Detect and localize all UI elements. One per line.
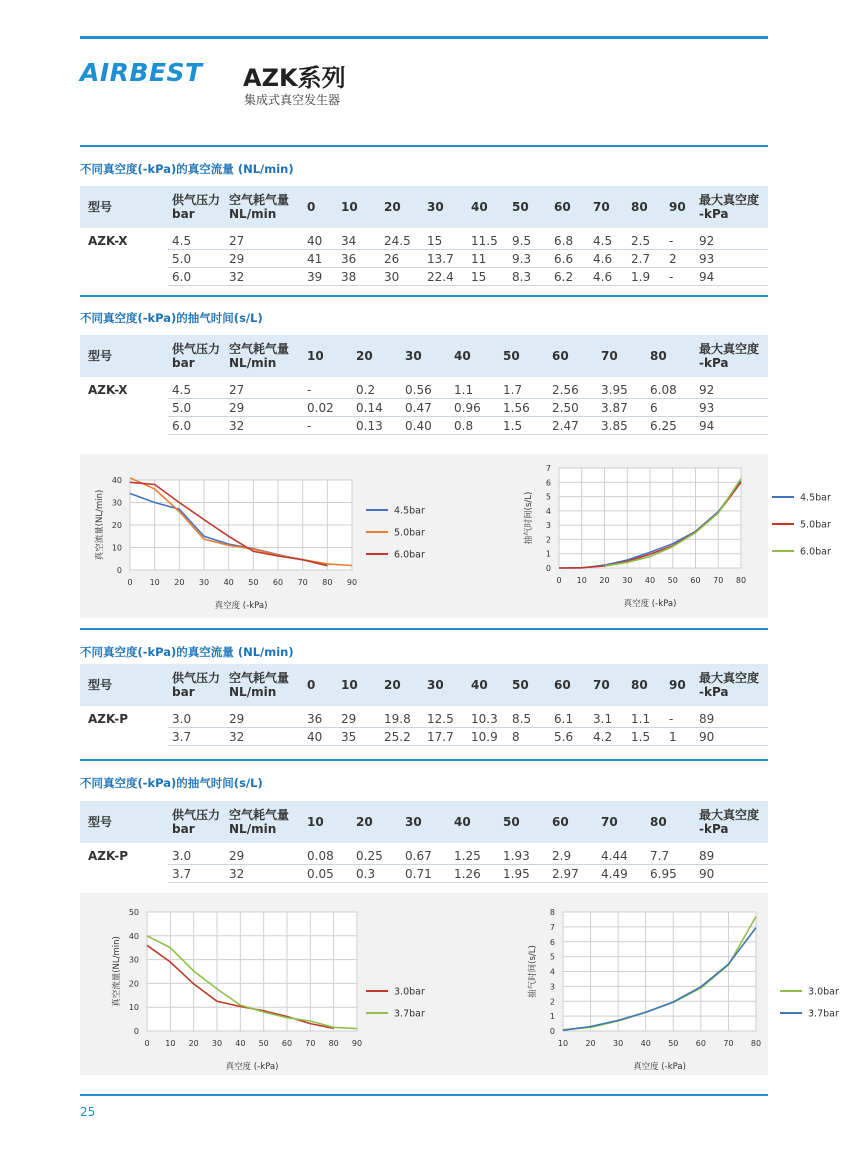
table-cell: 1.25 — [454, 849, 481, 863]
table-cell: 2 — [669, 252, 677, 266]
table-row — [80, 250, 768, 268]
table-cell: 0.08 — [307, 849, 334, 863]
header-cell: 20 — [384, 678, 401, 692]
table-cell: 32 — [229, 419, 245, 433]
table-cell: - — [307, 419, 312, 433]
y-tick-label: 4 — [549, 967, 555, 977]
table-cell: 29 — [229, 401, 245, 415]
table-cell: 3.7 — [172, 867, 192, 881]
y-tick-label: 0 — [116, 566, 122, 575]
header-cell: 最大真空度 -kPa — [699, 808, 760, 836]
table-cell: 4.2 — [593, 730, 613, 744]
header-cell: 30 — [405, 349, 422, 363]
vacuum-flow-table-azk-x — [80, 186, 768, 286]
y-tick-label: 20 — [128, 979, 139, 989]
header-cell: 10 — [307, 349, 324, 363]
legend-label: 4.5bar — [394, 505, 425, 517]
header-cell: 30 — [427, 200, 444, 214]
table-cell: 4.6 — [593, 270, 613, 284]
header-cell: 40 — [471, 678, 488, 692]
header-cell: 50 — [503, 349, 520, 363]
x-tick-label: 10 — [149, 578, 160, 587]
table-cell: 0.71 — [405, 867, 432, 881]
table-header — [80, 186, 768, 228]
y-tick-label: 0 — [549, 1027, 555, 1036]
table-cell: 90 — [699, 730, 715, 744]
x-tick-label: 60 — [281, 1039, 293, 1048]
x-tick-label: 60 — [690, 576, 701, 585]
legend-label: 3.0bar — [394, 986, 425, 998]
table-cell: 4.5 — [172, 234, 192, 248]
header-cell: 最大真空度 -kPa — [699, 671, 760, 699]
header-cell: 10 — [341, 200, 358, 214]
table-cell: 27 — [229, 383, 245, 397]
section-title: 不同真空度(-kPa)的真空流量 (NL/min) — [80, 645, 294, 659]
header-cell: 40 — [471, 200, 488, 214]
header-cell: 供气压力 bar — [172, 193, 221, 221]
legend-label: 6.0bar — [394, 549, 425, 561]
header-cell: 50 — [512, 678, 529, 692]
x-tick-label: 50 — [668, 1039, 679, 1048]
vacuum-flow-table-azk-p — [80, 664, 768, 746]
table-cell: 5.0 — [172, 401, 192, 415]
header-cell: 70 — [601, 349, 618, 363]
table-cell: 6.25 — [650, 419, 677, 433]
legend-label: 3.0bar — [808, 986, 839, 998]
y-tick-label: 7 — [549, 922, 555, 932]
table-cell: 4.6 — [593, 252, 613, 266]
x-tick-label: 30 — [198, 578, 210, 587]
x-tick-label: 50 — [258, 1039, 269, 1048]
table-cell: 15 — [427, 234, 443, 248]
header-cell: 20 — [356, 349, 373, 363]
header-cell: 60 — [554, 678, 571, 692]
y-tick-label: 8 — [549, 908, 555, 917]
section-rule — [80, 759, 768, 761]
x-tick-label: 40 — [644, 576, 656, 585]
header-cell: 20 — [384, 200, 401, 214]
x-tick-label: 20 — [585, 1039, 596, 1048]
evacuation-time-chart-azk-x — [460, 454, 831, 618]
header-cell: 型号 — [88, 349, 113, 363]
legend-label: 3.7bar — [808, 1008, 839, 1020]
header-cell: 40 — [454, 815, 471, 829]
table-cell: 6.1 — [554, 712, 574, 726]
table-cell: 0.40 — [405, 419, 432, 433]
table-row — [80, 381, 768, 399]
table-row — [80, 399, 768, 417]
table-cell: 19.8 — [384, 712, 411, 726]
section-rule — [80, 628, 768, 630]
table-cell: 15 — [471, 270, 487, 284]
x-tick-label: 70 — [723, 1039, 734, 1048]
y-tick-label: 6 — [549, 937, 555, 947]
table-cell: 6.2 — [554, 270, 574, 284]
y-tick-label: 10 — [128, 1003, 139, 1013]
x-tick-label: 20 — [599, 576, 610, 585]
chart-panel-azk-x — [80, 454, 831, 618]
x-tick-label: 60 — [272, 578, 284, 587]
table-cell: - — [669, 712, 674, 726]
section-title: 不同真空度(-kPa)的抽气时间(s/L) — [80, 311, 263, 325]
x-tick-label: 80 — [322, 578, 333, 587]
header-cell: 空气耗气量 NL/min — [229, 342, 290, 370]
table-cell: 32 — [229, 867, 245, 881]
table-cell: 1.7 — [503, 383, 523, 397]
table-cell: 25.2 — [384, 730, 411, 744]
table-cell: 93 — [699, 401, 715, 415]
table-cell: 5.0 — [172, 252, 192, 266]
table-cell: 29 — [229, 712, 245, 726]
table-cell: 0.67 — [405, 849, 432, 863]
header-cell: 供气压力 bar — [172, 808, 221, 836]
header-cell: 50 — [503, 815, 520, 829]
legend-label: 3.7bar — [394, 1008, 425, 1020]
table-cell: 94 — [699, 270, 715, 284]
section-title: 不同真空度(-kPa)的抽气时间(s/L) — [80, 776, 263, 790]
table-cell: 22.4 — [427, 270, 454, 284]
table-cell: 6.08 — [650, 383, 677, 397]
y-tick-label: 4 — [545, 506, 551, 516]
table-cell: 8 — [512, 730, 520, 744]
header-cell: 空气耗气量 NL/min — [229, 671, 290, 699]
model-cell: AZK-X — [88, 234, 128, 248]
table-cell: 4.49 — [601, 867, 628, 881]
x-axis-label: 真空度 (-kPa) — [633, 1062, 686, 1072]
table-cell: 5.6 — [554, 730, 574, 744]
header-cell: 80 — [631, 200, 648, 214]
top-accent-rule — [80, 36, 768, 39]
table-cell: 24.5 — [384, 234, 411, 248]
table-cell: 0.14 — [356, 401, 383, 415]
y-axis-label: 真空流量(NL/min) — [95, 489, 105, 561]
x-tick-label: 70 — [713, 576, 724, 585]
chart-panel-azk-p — [80, 893, 839, 1075]
x-tick-label: 80 — [735, 576, 747, 585]
table-cell: 3.1 — [593, 712, 613, 726]
page-number: 25 — [80, 1105, 96, 1119]
table-cell: 36 — [341, 252, 357, 266]
table-cell: 2.5 — [631, 234, 651, 248]
table-cell: 35 — [341, 730, 357, 744]
y-tick-label: 5 — [545, 492, 551, 502]
x-tick-label: 0 — [144, 1039, 150, 1048]
header-cell: 30 — [405, 815, 422, 829]
table-cell: 29 — [229, 252, 245, 266]
table-cell: 6 — [650, 401, 658, 415]
model-cell: AZK-P — [88, 849, 129, 863]
table-cell: 1.5 — [631, 730, 651, 744]
x-tick-label: 80 — [328, 1039, 339, 1048]
header-cell: 型号 — [88, 815, 113, 829]
table-cell: 36 — [307, 712, 323, 726]
table-cell: 1.56 — [503, 401, 530, 415]
table-cell: 26 — [384, 252, 400, 266]
y-tick-label: 2 — [549, 997, 555, 1007]
table-cell: 8.3 — [512, 270, 532, 284]
table-cell: 2.47 — [552, 419, 579, 433]
header-cell: 空气耗气量 NL/min — [229, 193, 290, 221]
header-cell: 0 — [307, 678, 316, 692]
header-cell: 40 — [454, 349, 471, 363]
table-cell: 89 — [699, 712, 715, 726]
header-cell: 50 — [512, 200, 529, 214]
header-cell: 70 — [593, 200, 610, 214]
table-cell: 2.9 — [552, 849, 572, 863]
table-cell: 3.85 — [601, 419, 628, 433]
table-cell: 11.5 — [471, 234, 498, 248]
table-cell: 4.5 — [172, 383, 192, 397]
header-cell: 最大真空度 -kPa — [699, 342, 760, 370]
table-cell: 1.93 — [503, 849, 530, 863]
x-axis-label: 真空度 (-kPa) — [225, 1062, 279, 1072]
header-cell: 80 — [650, 349, 667, 363]
y-tick-label: 30 — [128, 955, 139, 965]
table-cell: 12.5 — [427, 712, 454, 726]
y-tick-label: 30 — [111, 498, 122, 508]
table-cell: 1.5 — [503, 419, 523, 433]
table-cell: 1.26 — [454, 867, 481, 881]
table-cell: 0.3 — [356, 867, 376, 881]
x-axis-label: 真空度 (-kPa) — [214, 601, 268, 611]
x-tick-label: 20 — [174, 578, 185, 587]
table-cell: 6.0 — [172, 270, 192, 284]
header-cell: 10 — [307, 815, 324, 829]
evacuation-time-table-azk-x — [80, 335, 768, 435]
table-cell: 6.0 — [172, 419, 192, 433]
table-row — [80, 865, 768, 883]
brand-logo: AIRBEST — [80, 58, 203, 87]
table-cell: 6.95 — [650, 867, 677, 881]
table-cell: 10.9 — [471, 730, 498, 744]
table-cell: 1 — [669, 730, 677, 744]
header-cell: 20 — [356, 815, 373, 829]
x-tick-label: 20 — [188, 1039, 199, 1048]
table-cell: 2.50 — [552, 401, 579, 415]
header-cell: 80 — [650, 815, 667, 829]
table-cell: 0.47 — [405, 401, 432, 415]
table-cell: 0.8 — [454, 419, 474, 433]
table-cell: 30 — [384, 270, 400, 284]
table-cell: 10.3 — [471, 712, 498, 726]
header-cell: 60 — [552, 815, 569, 829]
table-header — [80, 664, 768, 706]
evacuation-time-chart-azk-p — [460, 893, 839, 1075]
table-cell: - — [307, 383, 312, 397]
section-rule — [80, 295, 768, 297]
x-tick-label: 10 — [165, 1039, 176, 1048]
header-cell: 最大真空度 -kPa — [699, 193, 760, 221]
x-tick-label: 50 — [248, 578, 259, 587]
vacuum-flow-chart-azk-x — [80, 454, 460, 618]
table-cell: 0.05 — [307, 867, 334, 881]
legend-label: 5.0bar — [394, 527, 425, 539]
table-cell: 0.02 — [307, 401, 334, 415]
y-tick-label: 5 — [549, 952, 555, 962]
table-cell: 11 — [471, 252, 487, 266]
table-cell: 89 — [699, 849, 715, 863]
table-cell: 9.3 — [512, 252, 532, 266]
table-cell: 34 — [341, 234, 357, 248]
header-cell: 0 — [307, 200, 316, 214]
table-cell: 38 — [341, 270, 357, 284]
evacuation-time-table-azk-p — [80, 801, 768, 883]
header-cell: 供气压力 bar — [172, 342, 221, 370]
x-axis-label: 真空度 (-kPa) — [623, 599, 677, 609]
bottom-rule — [80, 1094, 768, 1096]
table-cell: 32 — [229, 730, 245, 744]
table-cell: 27 — [229, 234, 245, 248]
table-cell: 1.9 — [631, 270, 651, 284]
table-cell: 13.7 — [427, 252, 454, 266]
table-cell: 3.95 — [601, 383, 628, 397]
table-cell: 40 — [307, 730, 323, 744]
header-cell: 型号 — [88, 200, 113, 214]
y-tick-label: 7 — [545, 464, 551, 473]
x-tick-label: 0 — [556, 576, 562, 585]
table-row — [80, 417, 768, 435]
x-tick-label: 0 — [127, 578, 133, 587]
x-tick-label: 90 — [351, 1039, 363, 1048]
y-tick-label: 10 — [111, 543, 122, 553]
header-cell: 空气耗气量 NL/min — [229, 808, 290, 836]
header-cell: 10 — [341, 678, 358, 692]
table-cell: 92 — [699, 234, 715, 248]
table-cell: 2.97 — [552, 867, 579, 881]
x-tick-label: 40 — [640, 1039, 651, 1048]
header-cell: 90 — [669, 678, 686, 692]
section-title: 不同真空度(-kPa)的真空流量 (NL/min) — [80, 162, 294, 176]
table-row — [80, 710, 768, 728]
table-cell: 3.87 — [601, 401, 628, 415]
table-cell: 32 — [229, 270, 245, 284]
y-axis-label: 真空流量(NL/min) — [112, 936, 122, 1007]
table-cell: 1.1 — [454, 383, 474, 397]
table-cell: 0.2 — [356, 383, 376, 397]
table-cell: 1.95 — [503, 867, 530, 881]
header-cell: 型号 — [88, 678, 113, 692]
table-cell: 93 — [699, 252, 715, 266]
table-cell: 94 — [699, 419, 715, 433]
table-cell: 3.0 — [172, 712, 192, 726]
table-cell: 3.7 — [172, 730, 192, 744]
y-tick-label: 40 — [111, 476, 122, 485]
y-tick-label: 6 — [545, 478, 551, 488]
table-cell: 0.56 — [405, 383, 432, 397]
header-cell: 80 — [631, 678, 648, 692]
table-cell: 17.7 — [427, 730, 454, 744]
table-cell: 3.0 — [172, 849, 192, 863]
table-cell: 29 — [229, 849, 245, 863]
table-cell: 0.96 — [454, 401, 481, 415]
y-tick-label: 1 — [549, 1012, 555, 1022]
legend-label: 4.5bar — [800, 492, 831, 504]
x-tick-label: 90 — [346, 578, 358, 587]
y-tick-label: 40 — [128, 931, 139, 941]
table-header — [80, 801, 768, 843]
table-header — [80, 335, 768, 377]
y-tick-label: 50 — [128, 908, 139, 917]
table-cell: 1.1 — [631, 712, 651, 726]
x-tick-label: 30 — [211, 1039, 223, 1048]
header-cell: 70 — [593, 678, 610, 692]
y-tick-label: 20 — [111, 521, 122, 530]
y-tick-label: 0 — [545, 564, 551, 573]
section-rule — [80, 145, 768, 147]
table-cell: 40 — [307, 234, 323, 248]
header-cell: 70 — [601, 815, 618, 829]
table-row — [80, 268, 768, 286]
model-cell: AZK-P — [88, 712, 129, 726]
table-row — [80, 728, 768, 746]
table-cell: 6.6 — [554, 252, 574, 266]
header-cell: 60 — [552, 349, 569, 363]
table-cell: 4.5 — [593, 234, 613, 248]
table-cell: 9.5 — [512, 234, 532, 248]
legend-label: 6.0bar — [800, 546, 831, 558]
vacuum-flow-chart-azk-p — [80, 893, 460, 1075]
page-subtitle: 集成式真空发生器 — [244, 93, 341, 107]
table-cell: 0.25 — [356, 849, 383, 863]
table-row — [80, 847, 768, 865]
table-cell: 7.7 — [650, 849, 670, 863]
header-cell: 90 — [669, 200, 686, 214]
y-tick-label: 0 — [133, 1027, 139, 1036]
legend-label: 5.0bar — [800, 519, 831, 531]
x-tick-label: 70 — [305, 1039, 316, 1048]
model-cell: AZK-X — [88, 383, 128, 397]
table-cell: 39 — [307, 270, 323, 284]
x-tick-label: 40 — [223, 578, 234, 587]
x-tick-label: 50 — [667, 576, 678, 585]
x-tick-label: 60 — [695, 1039, 706, 1048]
table-cell: 6.8 — [554, 234, 574, 248]
table-cell: 41 — [307, 252, 323, 266]
table-cell: 0.13 — [356, 419, 383, 433]
table-cell: 2.7 — [631, 252, 651, 266]
plot-area — [147, 912, 357, 1031]
table-cell: 92 — [699, 383, 715, 397]
table-cell: - — [669, 234, 674, 248]
x-tick-label: 80 — [750, 1039, 762, 1048]
x-tick-label: 30 — [622, 576, 633, 585]
table-cell: 8.5 — [512, 712, 532, 726]
header-cell: 供气压力 bar — [172, 671, 221, 699]
table-row — [80, 232, 768, 250]
table-cell: 90 — [699, 867, 715, 881]
y-axis-label: 抽气时间(s/L) — [524, 491, 534, 545]
x-tick-label: 30 — [613, 1039, 624, 1048]
table-cell: 2.56 — [552, 383, 579, 397]
y-tick-label: 3 — [549, 982, 555, 992]
header-cell: 30 — [427, 678, 444, 692]
y-tick-label: 3 — [545, 521, 551, 531]
page-title: AZK系列 — [243, 64, 346, 92]
table-cell: 4.44 — [601, 849, 628, 863]
table-cell: 29 — [341, 712, 357, 726]
header-cell: 60 — [554, 200, 571, 214]
y-tick-label: 1 — [545, 549, 551, 559]
x-tick-label: 40 — [235, 1039, 246, 1048]
x-tick-label: 70 — [297, 578, 308, 587]
table-cell: - — [669, 270, 674, 284]
y-tick-label: 2 — [545, 535, 551, 545]
x-tick-label: 10 — [557, 1039, 569, 1048]
y-axis-label: 抽气时间(s/L) — [528, 945, 538, 998]
x-tick-label: 10 — [576, 576, 587, 585]
